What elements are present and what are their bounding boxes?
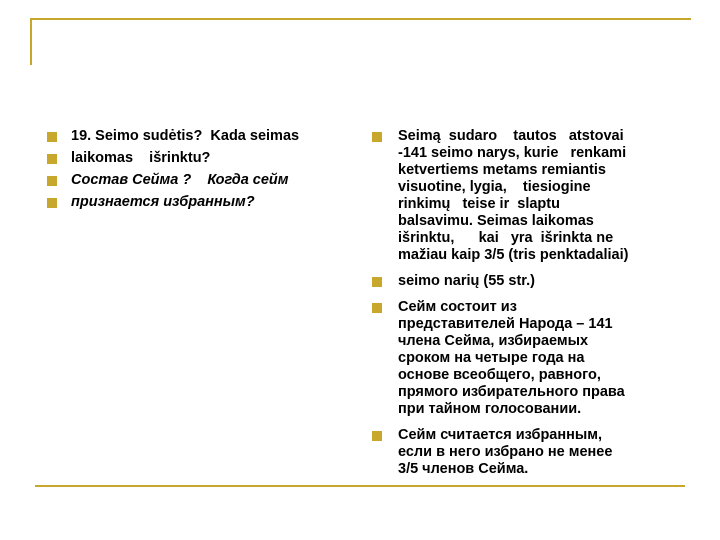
- list-item: [45, 172, 350, 189]
- text-line: mažiau kaip 3/5 (tris penktadaliai): [398, 247, 629, 263]
- square-bullet-icon: [47, 198, 57, 208]
- left-frame-line: [30, 18, 32, 65]
- text-line: если в него избрано не менее: [398, 444, 613, 460]
- left-bullet-list: [45, 128, 350, 216]
- text-line: balsavimu. Seimas laikomas: [398, 213, 594, 229]
- list-item-text: 19. Seimo sudėtis? Kada seimas: [71, 128, 300, 144]
- list-item: [45, 150, 350, 167]
- list-item: [45, 194, 350, 211]
- top-frame-line: [30, 18, 691, 20]
- text-line: Seimą sudaro tautos atstovai: [398, 128, 624, 144]
- square-bullet-icon: [47, 154, 57, 164]
- list-item-text: Состав Сейма ? Когда сейм: [71, 172, 289, 188]
- list-item-text: признается избранным?: [71, 194, 255, 210]
- text-line: сроком на четыре года на: [398, 350, 585, 366]
- text-line: rinkimų teise ir slaptu: [398, 196, 560, 212]
- square-bullet-icon: [372, 277, 382, 287]
- list-item: [372, 427, 687, 478]
- text-line: представителей Народа – 141: [398, 316, 613, 332]
- square-bullet-icon: [372, 431, 382, 441]
- text-line: Сейм состоит из: [398, 299, 517, 315]
- text-line: išrinktu, kai yra išrinkta ne: [398, 230, 614, 246]
- square-bullet-icon: [47, 176, 57, 186]
- list-item: [372, 299, 687, 418]
- list-item: [372, 273, 687, 290]
- text-line: visuotine, lygia, tiesiogine: [398, 179, 591, 195]
- text-line: Сейм считается избранным,: [398, 427, 603, 443]
- square-bullet-icon: [47, 132, 57, 142]
- text-line: члена Сейма, избираемых: [398, 333, 589, 349]
- text-line: основе всеобщего, равного,: [398, 367, 601, 383]
- text-line: ketvertiems metams remiantis: [398, 162, 606, 178]
- list-item-text: laikomas išrinktu?: [71, 150, 211, 166]
- text-line: -141 seimo narys, kurie renkami: [398, 145, 627, 161]
- list-item: [45, 128, 350, 145]
- text-line: при тайном голосовании.: [398, 401, 582, 417]
- text-line: прямого избирательного права: [398, 384, 625, 400]
- right-bullet-list: [372, 128, 687, 487]
- square-bullet-icon: [372, 132, 382, 142]
- text-line: seimo narių (55 str.): [398, 273, 535, 289]
- list-item: [372, 128, 687, 264]
- text-line: 3/5 членов Сейма.: [398, 461, 529, 477]
- square-bullet-icon: [372, 303, 382, 313]
